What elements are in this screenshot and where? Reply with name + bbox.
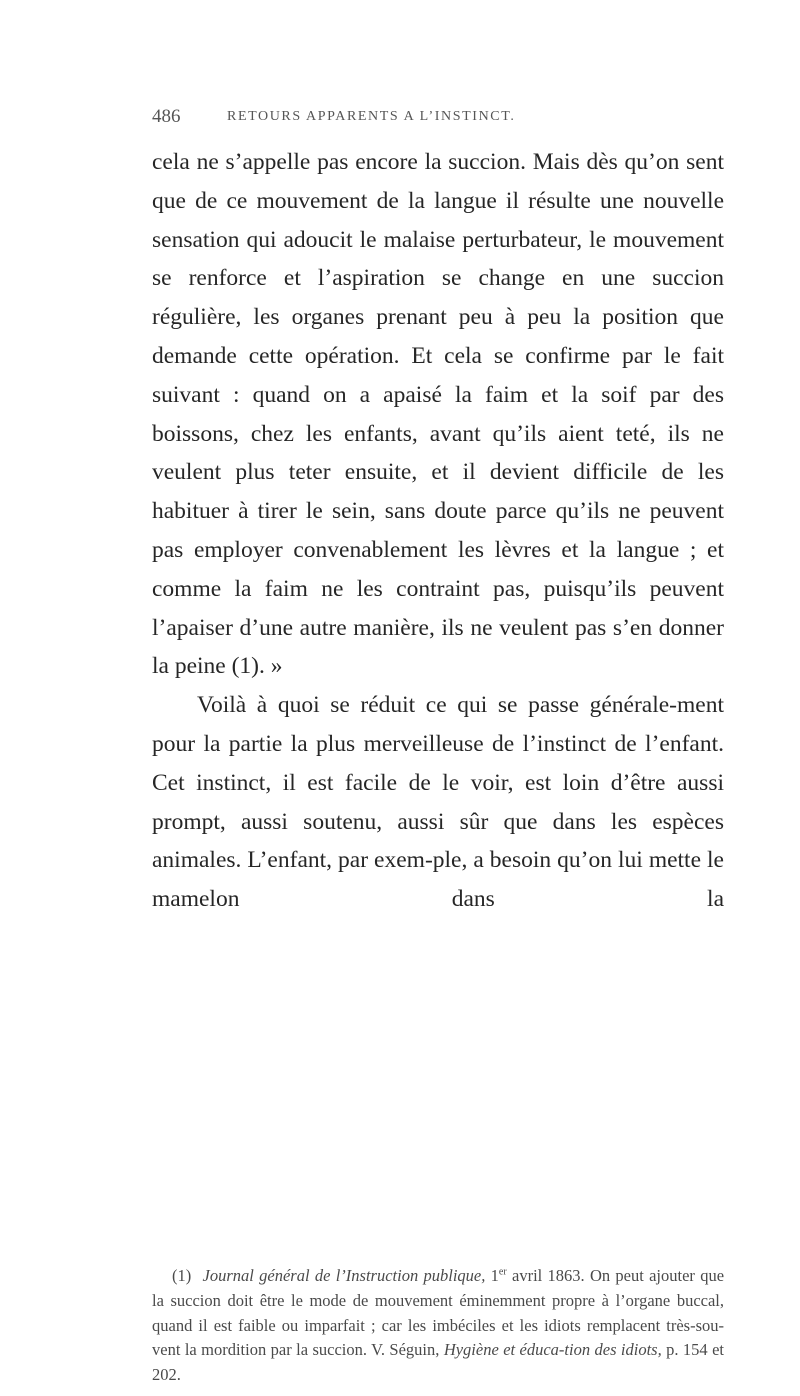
- footnote-ref-title: Hygiène et éduca-tion des idiots,: [443, 1340, 662, 1360]
- paragraph-voila: [152, 686, 724, 919]
- running-head: RETOURS APPARENTS A L’INSTINCT.: [227, 109, 516, 124]
- paragraph-continued: [152, 143, 724, 686]
- paragraph-2-text: Voilà à quoi se réduit ce qui se passe générale-ment pour la partie la plus merveilleuse de l’instinct de l’enfant. Cet instinct, il est facile de le voir, est loin d’être aussi prompt, aussi soutenu, aussi sûr que dans les espèces animales. L’enfant, par exem-ple, a besoin qu’on lui mette le mamelon dans la: [152, 692, 724, 913]
- page-number: 486: [152, 106, 181, 127]
- footnote-date-sup: er: [498, 1266, 507, 1278]
- page-header: [152, 106, 652, 132]
- footnote-text: [152, 1264, 724, 1388]
- paragraph-1-text: cela ne s’appelle pas encore la succion. Mais dès qu’on sent que de ce mouvement de la langue il résulte une nouvelle sensation qui adoucit le malaise perturbateur, le mouvement se renforce et l’aspiration se change en une succion régulière, les organes prenant peu à peu la position que demande cette opération. Et cela se confirme par le fait suivant : quand on a apaisé la faim et la soif par des boissons, chez les enfants, avant qu’ils aient teté, ils ne veulent plus teter ensuite, et il devient difficile de les habituer à tirer le sein, sans doute parce qu’ils ne peuvent pas employer convenablement les lèvres et la langue ; et comme la faim ne les contraint pas, puisqu’ils peuvent l’apaiser d’une autre manière, ils ne veulent pas s’en donner la peine (1). »: [152, 149, 724, 680]
- footnote-ref-pages: p. 154 et 202.: [152, 1340, 725, 1385]
- footnote: [152, 1264, 724, 1388]
- footnote-journal-title: Journal général de l’Instruction publique,: [202, 1266, 486, 1285]
- footnote-body: avril 1863. On peut ajouter que la succion doit être le mode de mouvement éminemment propre à l’organe buccal, quand il est faible ou imparfait ; car les imbéciles et les idiots remplacent très-sou-vent la mordition par la succion. V. Séguin,: [152, 1266, 725, 1360]
- footnote-date-day: 1: [490, 1266, 499, 1285]
- body-text: [152, 143, 724, 919]
- footnote-mark: (1): [172, 1266, 192, 1285]
